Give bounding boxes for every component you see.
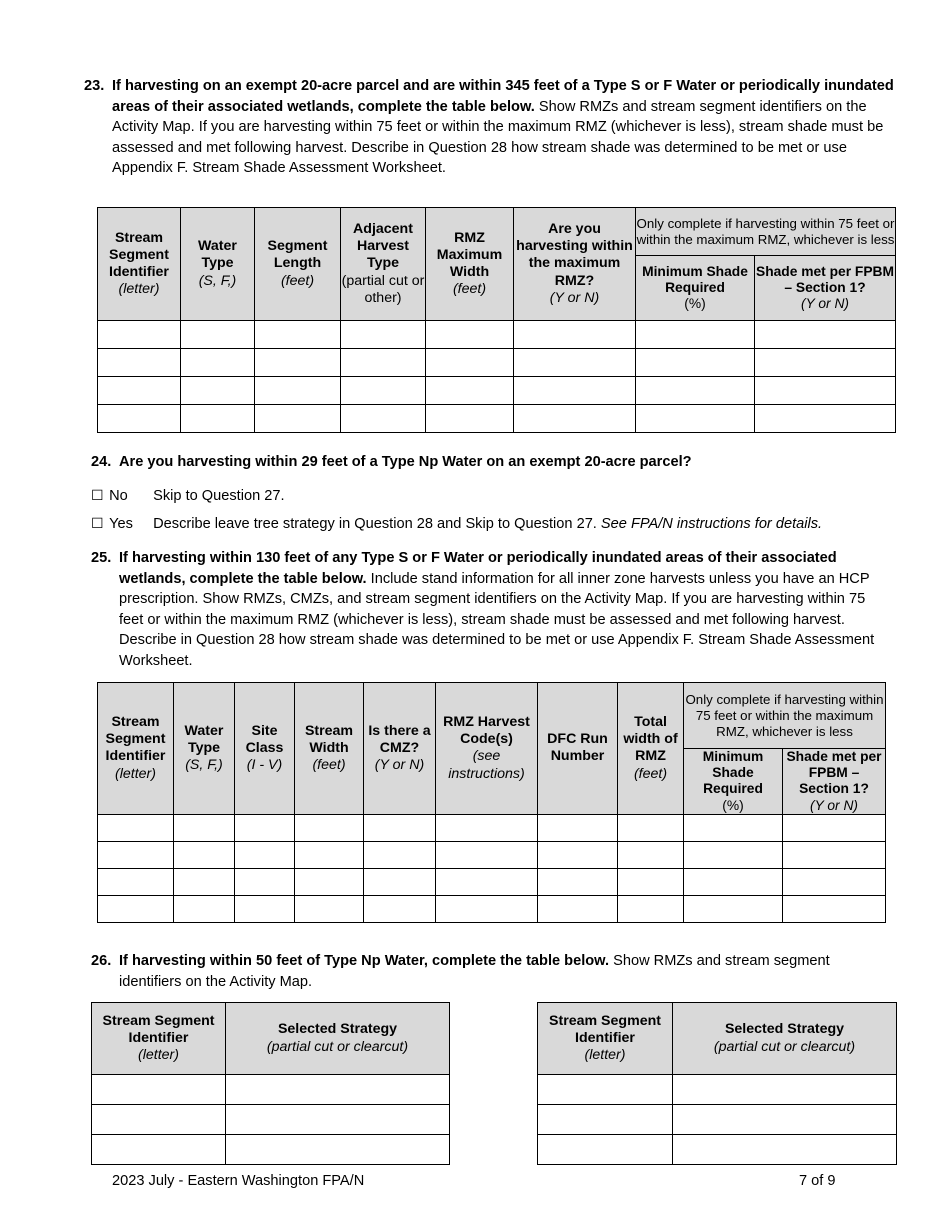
table-cell[interactable] [174, 868, 235, 895]
table-row [98, 895, 886, 922]
table-cell[interactable] [636, 349, 755, 377]
table-cell[interactable] [226, 1105, 450, 1135]
table-cell[interactable] [98, 377, 181, 405]
table-cell[interactable] [295, 868, 364, 895]
table-cell[interactable] [226, 1135, 450, 1165]
header-selected-strategy: Selected Strategy (partial cut or clearcut) [226, 1003, 450, 1075]
table-cell[interactable] [618, 814, 684, 841]
table-cell[interactable] [514, 377, 636, 405]
table-cell[interactable] [364, 868, 436, 895]
table-row [92, 1105, 450, 1135]
table-row [98, 321, 896, 349]
table-cell[interactable] [514, 321, 636, 349]
table-cell[interactable] [426, 321, 514, 349]
question-bold-text: If harvesting within 130 feet of any Type S or F Water or periodically inundated areas of their associated wetlands, complete the table below. [119, 550, 837, 587]
table-cell[interactable] [255, 377, 341, 405]
table-row [98, 405, 896, 433]
header-rmz-maximum-width: RMZ Maximum Width (feet) [426, 208, 514, 321]
footer-page-number: 7 of 9 [799, 1173, 836, 1189]
table-row [98, 377, 896, 405]
question-instructions: Show RMZs and stream segment identifiers on the Activity Map. If you are harvesting within 75 feet or within the maximum RMZ (whichever is less), stream shade must be assessed and met following harvest. Describe in Question 28 how stream shade was determined to be met or use Appendix F. Stream Shade Assessment Worksheet. [112, 98, 884, 177]
table-cell[interactable] [636, 405, 755, 433]
table-cell[interactable] [98, 321, 181, 349]
checkbox-icon[interactable]: ☐ [91, 487, 104, 503]
table-cell[interactable] [255, 349, 341, 377]
table-cell[interactable] [636, 321, 755, 349]
header-minimum-shade: Minimum Shade Required (%) [636, 256, 755, 321]
table-cell[interactable] [426, 349, 514, 377]
header-shade-met: Shade met per FPBM – Section 1? (Y or N) [783, 749, 886, 815]
table-cell[interactable] [295, 841, 364, 868]
table-cell[interactable] [255, 321, 341, 349]
table-row [92, 1075, 450, 1105]
table-cell[interactable] [684, 814, 783, 841]
table-cell[interactable] [618, 841, 684, 868]
table-cell[interactable] [98, 349, 181, 377]
question-number: 26. [91, 953, 112, 969]
option-text: Describe leave tree strategy in Question 28 and Skip to Question 27. [153, 516, 597, 532]
table-cell[interactable] [755, 321, 896, 349]
table-cell[interactable] [538, 1135, 673, 1165]
table-cell[interactable] [181, 321, 255, 349]
checkbox-icon[interactable]: ☐ [91, 515, 104, 531]
table-cell[interactable] [364, 895, 436, 922]
option-no[interactable] [91, 486, 285, 505]
option-label: Yes [109, 516, 133, 532]
table-cell[interactable] [436, 868, 538, 895]
q23-table [97, 207, 896, 433]
header-selected-strategy: Selected Strategy (partial cut or clearcut) [673, 1003, 897, 1075]
table-cell[interactable] [783, 814, 886, 841]
table-cell[interactable] [538, 841, 618, 868]
q26-table-right [537, 1002, 897, 1165]
question-26 [91, 951, 891, 992]
table-cell[interactable] [514, 405, 636, 433]
table-cell[interactable] [341, 349, 426, 377]
table-cell[interactable] [755, 405, 896, 433]
table-cell[interactable] [255, 405, 341, 433]
table-cell[interactable] [235, 814, 295, 841]
table-cell[interactable] [295, 814, 364, 841]
table-cell[interactable] [673, 1075, 897, 1105]
table-cell[interactable] [426, 377, 514, 405]
table-cell[interactable] [174, 841, 235, 868]
question-bold-text: If harvesting on an exempt 20-acre parcel and are within 345 feet of a Type S or F Water or periodically inundated areas of their associated wetlands, complete the table below. [112, 78, 894, 115]
table-row [98, 841, 886, 868]
table-cell[interactable] [783, 841, 886, 868]
table-cell[interactable] [98, 405, 181, 433]
table-cell[interactable] [673, 1105, 897, 1135]
table-cell[interactable] [226, 1075, 450, 1105]
table-cell[interactable] [783, 895, 886, 922]
table-cell[interactable] [341, 377, 426, 405]
table-cell[interactable] [538, 814, 618, 841]
table-row [92, 1135, 450, 1165]
header-minimum-shade: Minimum Shade Required (%) [684, 749, 783, 815]
table-cell[interactable] [341, 405, 426, 433]
table-cell[interactable] [755, 377, 896, 405]
header-harvesting-within-rmz: Are you harvesting within the maximum RMZ? (Y or N) [514, 208, 636, 321]
table-cell[interactable] [538, 1105, 673, 1135]
table-cell[interactable] [436, 841, 538, 868]
table-cell[interactable] [783, 868, 886, 895]
header-adjacent-harvest-type: Adjacent Harvest Type (partial cut or other) [341, 208, 426, 321]
option-label: No [109, 488, 128, 504]
question-bold-text: If harvesting within 50 feet of Type Np Water, complete the table below. [119, 953, 610, 969]
header-total-width-rmz: Total width of RMZ (feet) [618, 683, 684, 815]
header-shade-group-note: Only complete if harvesting within 75 feet or within the maximum RMZ, whichever is less [636, 208, 896, 256]
table-cell[interactable] [174, 814, 235, 841]
table-cell[interactable] [436, 895, 538, 922]
table-cell[interactable] [364, 841, 436, 868]
table-row [98, 349, 896, 377]
table-row [538, 1105, 897, 1135]
header-shade-met: Shade met per FPBM – Section 1? (Y or N) [755, 256, 896, 321]
table-cell[interactable] [235, 841, 295, 868]
table-cell[interactable] [426, 405, 514, 433]
question-text [119, 548, 891, 672]
option-yes[interactable] [91, 514, 822, 533]
table-cell[interactable] [636, 377, 755, 405]
table-cell[interactable] [181, 349, 255, 377]
table-cell[interactable] [673, 1135, 897, 1165]
question-24 [91, 452, 911, 473]
question-number: 23. [84, 78, 105, 94]
table-cell[interactable] [684, 895, 783, 922]
header-cmz: Is there a CMZ? (Y or N) [364, 683, 436, 815]
table-cell[interactable] [538, 1075, 673, 1105]
question-bold-text: Are you harvesting within 29 feet of a Type Np Water on an exempt 20-acre parcel? [119, 454, 692, 470]
question-number: 25. [91, 550, 112, 566]
header-water-type: Water Type (S, F,) [181, 208, 255, 321]
table-cell[interactable] [295, 895, 364, 922]
question-instructions: Show RMZs and stream segment identifiers on the Activity Map. [119, 953, 830, 990]
table-row [538, 1075, 897, 1105]
table-cell[interactable] [98, 841, 174, 868]
table-row [98, 814, 886, 841]
table-cell[interactable] [538, 868, 618, 895]
header-stream-segment-identifier: Stream Segment Identifier (letter) [92, 1003, 226, 1075]
table-cell[interactable] [98, 814, 174, 841]
q25-table [97, 682, 886, 923]
header-rmz-harvest-codes: RMZ Harvest Code(s) (see instructions) [436, 683, 538, 815]
table-cell[interactable] [618, 895, 684, 922]
header-site-class: Site Class (I - V) [235, 683, 295, 815]
table-cell[interactable] [181, 377, 255, 405]
table-row [98, 868, 886, 895]
table-cell[interactable] [684, 841, 783, 868]
header-shade-group-note: Only complete if harvesting within 75 feet or within the maximum RMZ, whichever is less [684, 683, 886, 749]
table-cell[interactable] [538, 895, 618, 922]
footer-form-version: 2023 July - Eastern Washington FPA/N [112, 1173, 365, 1189]
table-cell[interactable] [92, 1075, 226, 1105]
table-cell[interactable] [618, 868, 684, 895]
question-text [119, 951, 891, 992]
table-cell[interactable] [181, 405, 255, 433]
header-segment-length: Segment Length (feet) [255, 208, 341, 321]
table-cell[interactable] [514, 349, 636, 377]
option-instructions: See FPA/N instructions for details. [596, 516, 823, 532]
table-cell[interactable] [364, 814, 436, 841]
header-stream-segment-identifier: Stream Segment Identifier (letter) [98, 683, 174, 815]
question-text [112, 76, 904, 179]
table-cell[interactable] [341, 321, 426, 349]
option-text: Skip to Question 27. [153, 488, 285, 504]
table-cell[interactable] [98, 868, 174, 895]
question-instructions: Include stand information for all inner zone harvests unless you have an HCP prescription. Show RMZs, CMZs, and stream segment identifiers on the Activity Map. If you are harvesting within 75 feet or within the maximum RMZ (whichever is less), stream shade must be assessed and met following harvest. Describe in Question 28 how stream shade was determined to be met or use Appendix F. Stream Shade Assessment Worksheet. [119, 570, 875, 669]
header-water-type: Water Type (S, F,) [174, 683, 235, 815]
table-cell[interactable] [235, 895, 295, 922]
table-cell[interactable] [92, 1135, 226, 1165]
table-cell[interactable] [98, 895, 174, 922]
q26-table-left [91, 1002, 450, 1165]
table-row [538, 1135, 897, 1165]
question-25 [91, 548, 891, 672]
header-stream-segment-identifier: Stream Segment Identifier (letter) [98, 208, 181, 321]
table-cell[interactable] [436, 814, 538, 841]
table-cell[interactable] [755, 349, 896, 377]
table-cell[interactable] [684, 868, 783, 895]
table-cell[interactable] [92, 1105, 226, 1135]
header-stream-width: Stream Width (feet) [295, 683, 364, 815]
header-dfc-run-number: DFC Run Number [538, 683, 618, 815]
header-stream-segment-identifier: Stream Segment Identifier (letter) [538, 1003, 673, 1075]
question-23 [84, 76, 904, 179]
table-cell[interactable] [174, 895, 235, 922]
question-number: 24. [91, 454, 112, 470]
table-cell[interactable] [235, 868, 295, 895]
